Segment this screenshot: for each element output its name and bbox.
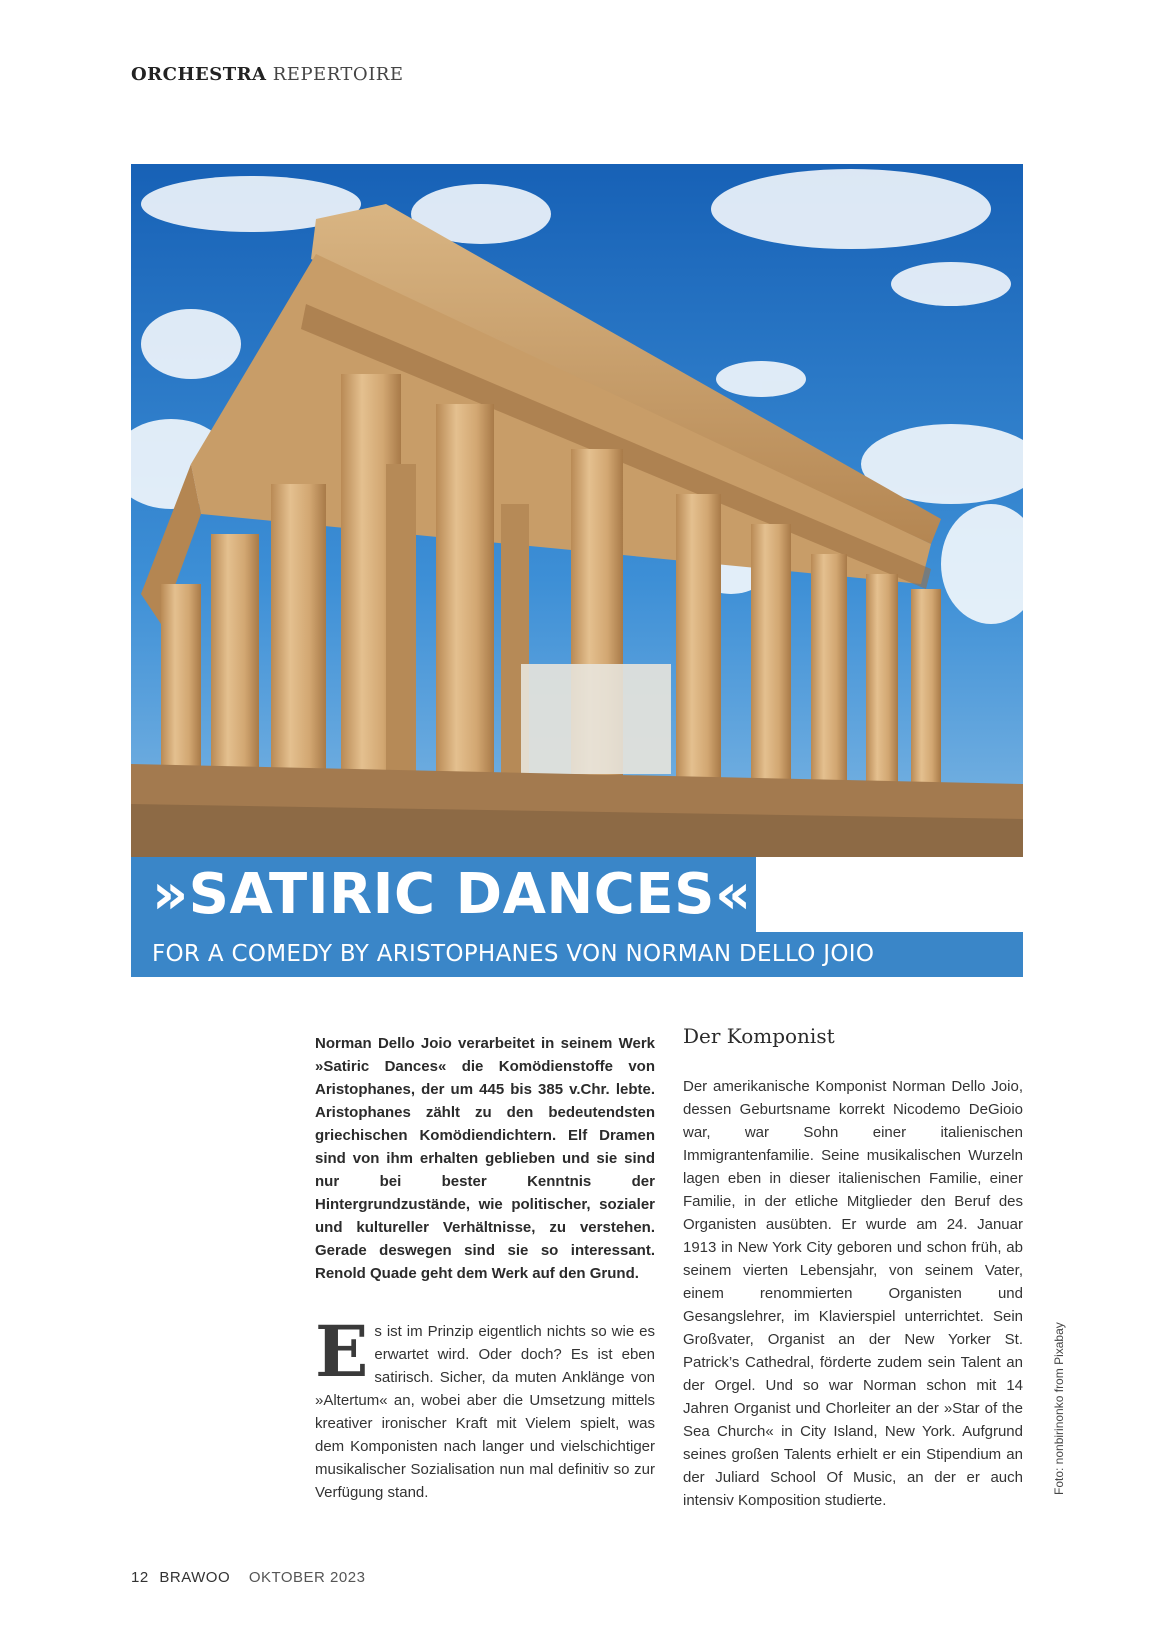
drop-cap: E <box>315 1310 369 1393</box>
lead-paragraph: Norman Dello Joio verarbeitet in seinem Werk »Satiric Dances« die Komödienstoffe von Aristophanes, der um 445 bis 385 v.Chr. lebte. Aristophanes zählt zu den bedeutendsten griechischen Komödiendichtern. Elf Dramen sind von ihm erhalten geblieben und sie sind nur bei bester Kenntnis der Hintergrundzustände, wie politischer, sozialer und kultureller Verhältnisse, zu verstehen. Gerade deswegen sind sie so interessant. Renold Quade geht dem Werk auf den Grund. <box>315 1035 655 1282</box>
article-title: »SATIRIC DANCES« <box>152 862 752 927</box>
body-intro <box>315 1310 655 1504</box>
section-header <box>131 64 404 85</box>
article-subtitle: FOR A COMEDY BY ARISTOPHANES VON NORMAN DELLO JOIO <box>152 941 875 967</box>
page-number: 12 <box>131 1569 149 1586</box>
body-intro-text: s ist im Prinzip eigentlich nichts so wie es erwartet wird. Oder doch? Es ist eben satirisch. Sicher, da muten Anklänge von »Altertum« an, wobei aber die Umsetzung mittels kreativer ironischer Kraft mit Vielem spielt, was dem Komponisten nach langer und vielschichtiger musikalischer Sozialisation nun mal definitiv so zur Verfügung stand. <box>315 1323 655 1501</box>
issue-date: OKTOBER 2023 <box>248 1569 366 1586</box>
magazine-name: BRAWOO <box>159 1569 231 1586</box>
photo-credit: Foto: nonbirinonko from Pixabay <box>1052 1322 1066 1495</box>
section-sublabel: REPERTOIRE <box>272 64 404 85</box>
section-label: ORCHESTRA <box>131 64 267 85</box>
page-footer <box>131 1569 365 1586</box>
hero-image <box>131 164 1023 857</box>
composer-text: Der amerikanische Komponist Norman Dello Joio, dessen Geburtsname korrekt Nicodemo DeGioio war, war Sohn einer italienischen Immigrantenfamilie. Seine musikalischen Wurzeln lagen eben in dieser italienischen Familie, einer Familie, in der etliche Mitglieder den Beruf des Organisten ausübten. Er wurde am 24. Januar 1913 in New York City geboren und schon früh, ab seinem vierten Lebensjahr, von seinem Vater, einem renommierten Organisten und Gesangslehrer, im Klavierspiel unterrichtet. Sein Großvater, Organist an der New Yorker St. Patrick’s Cathedral, förderte zudem sein Talent an der Orgel. Und so war Norman schon mit 14 Jahren Organist und Chorleiter an der »Star of the Sea Church« in City Island, New York. Aufgrund seines großen Talents erhielt er ein Stipendium an der Juliard School Of Music, an der er auch intensiv Komposition studierte. <box>683 1078 1023 1509</box>
composer-heading: Der Komponist <box>683 1024 835 1048</box>
